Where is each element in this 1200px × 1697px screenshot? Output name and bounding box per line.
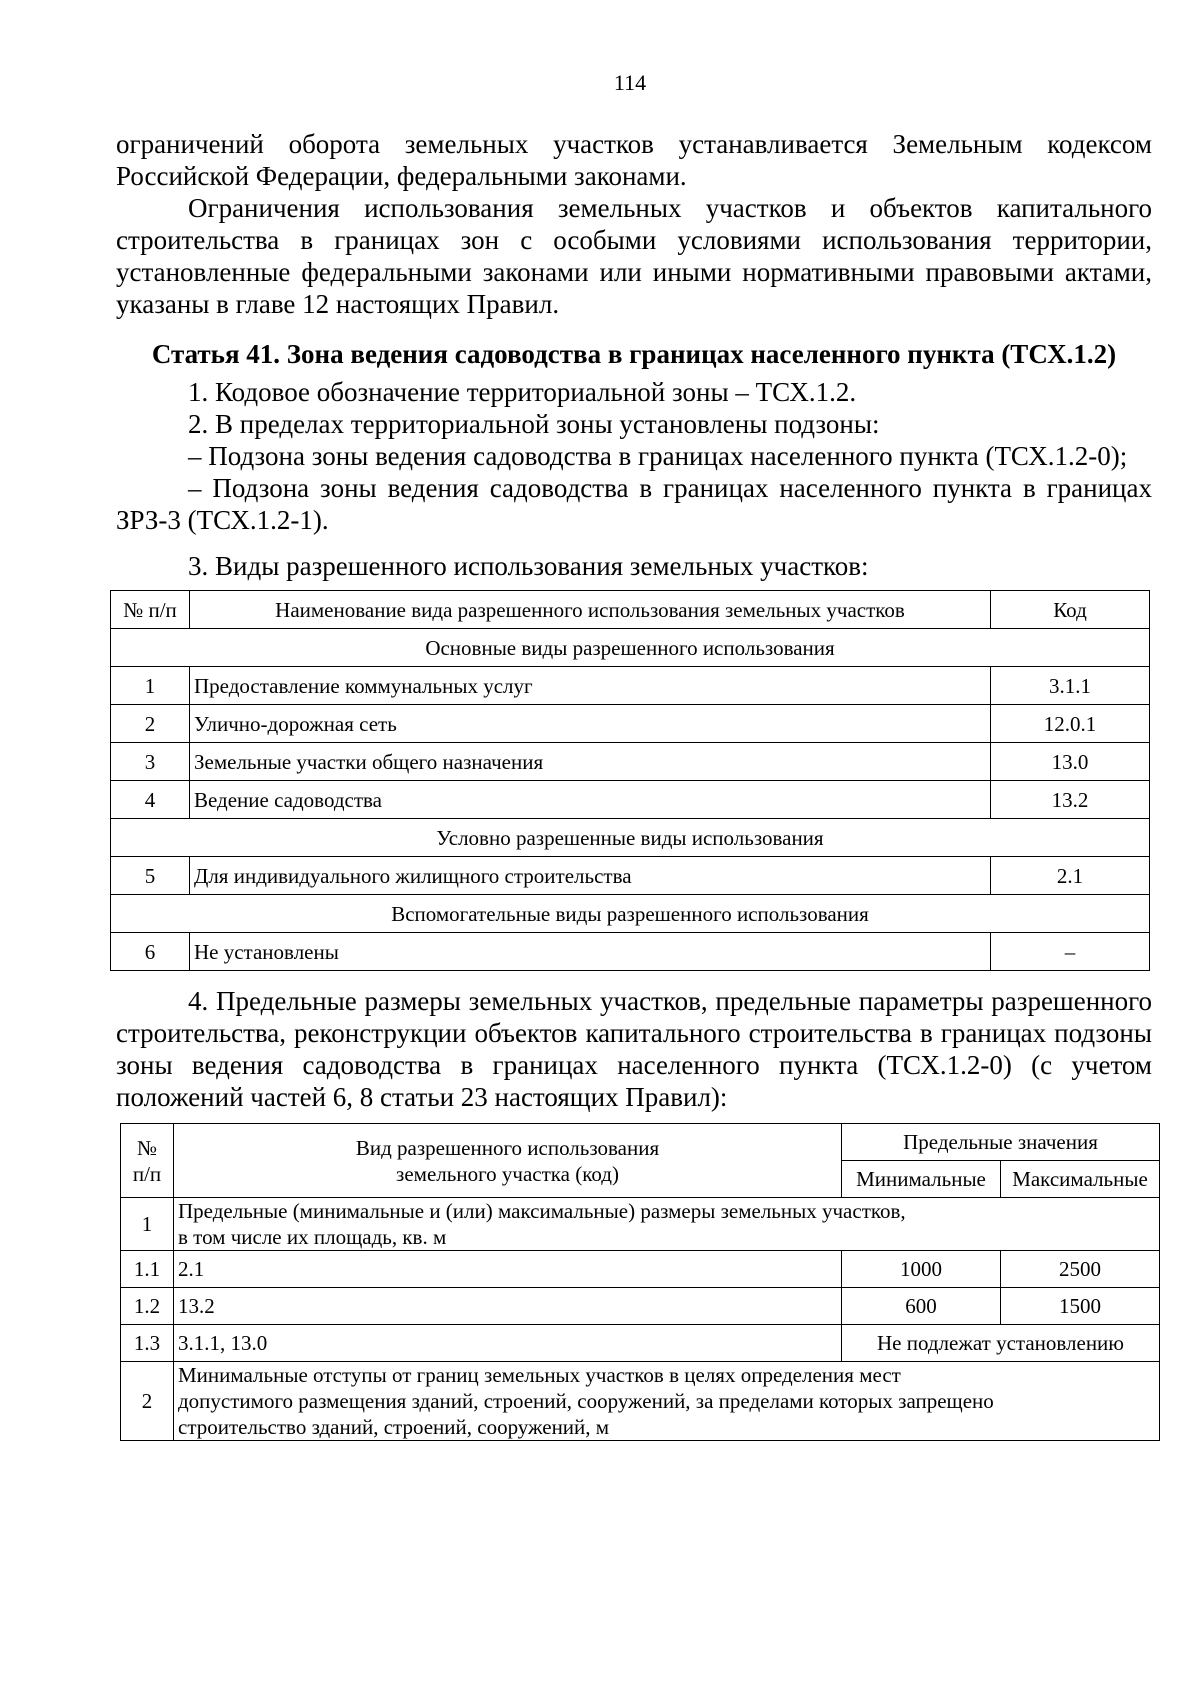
table-row (121, 1251, 1160, 1288)
table-header-row (121, 1124, 1160, 1161)
header-max: Максимальные (1001, 1161, 1160, 1198)
row-min: 1000 (842, 1251, 1001, 1288)
table-row (121, 1325, 1160, 1362)
item-2: 2. В пределах территориальной зоны установлены подзоны: (188, 409, 880, 439)
row-name: Улично-дорожная сеть (190, 705, 991, 743)
section-row (111, 895, 1150, 933)
table-row (111, 743, 1150, 781)
item-3: 3. Виды разрешенного использования земельных участков: (188, 551, 869, 581)
paragraph-restrictions: Ограничения использования земельных участков и объектов капитального строительства в границах зон с особыми условиями использования территории, установленные федеральными законами или иными нормативными правовыми актами, указаны в главе 12 настоящих Правил. (116, 193, 1152, 319)
row-code: 3.1.1 (991, 667, 1150, 705)
row-num: 1 (111, 667, 190, 705)
row-num: 3 (111, 743, 190, 781)
permitted-use-table (110, 590, 1150, 971)
row-num: 2 (121, 1362, 174, 1441)
article-title: Статья 41. Зона ведения садоводства в границах населенного пункта (ТСХ.1.2) (151, 339, 1117, 369)
table-row (111, 857, 1150, 895)
header-code: Код (991, 591, 1150, 629)
header-type-line1: Вид разрешенного использования (355, 1135, 660, 1160)
row-text-line2: допустимого размещения зданий, строений, сооружений, за пределами которых запрещено (178, 1389, 994, 1413)
row-num: 4 (111, 781, 190, 819)
table-row (121, 1288, 1160, 1325)
header-num: № п/п (111, 591, 190, 629)
row-code: 13.0 (991, 743, 1150, 781)
item-1: 1. Кодовое обозначение территориальной зоны – ТСХ.1.2. (188, 377, 857, 407)
section-row (111, 819, 1150, 857)
page-number: 114 (613, 70, 647, 95)
row-merged-value: Не подлежат установлению (842, 1325, 1160, 1362)
header-limits: Предельные значения (842, 1124, 1160, 1161)
row-text (174, 1362, 1160, 1441)
header-type (174, 1124, 842, 1198)
table-row (111, 667, 1150, 705)
row-max: 1500 (1001, 1288, 1160, 1325)
section-row (111, 629, 1150, 667)
row-text-line2: в том числе их площадь, кв. м (178, 1225, 447, 1249)
row-name: Для индивидуального жилищного строительства (190, 857, 991, 895)
row-text-line3: строительство зданий, строений, сооружений, м (178, 1415, 610, 1439)
row-num: 1.1 (121, 1251, 174, 1288)
row-code: 2.1 (174, 1251, 842, 1288)
header-num-line1: № (136, 1135, 158, 1160)
row-code: 13.2 (174, 1288, 842, 1325)
header-num (121, 1124, 174, 1198)
row-num: 1.2 (121, 1288, 174, 1325)
limits-table (120, 1123, 1160, 1441)
row-code: 2.1 (991, 857, 1150, 895)
row-code: 13.2 (991, 781, 1150, 819)
row-min: 600 (842, 1288, 1001, 1325)
row-num: 5 (111, 857, 190, 895)
header-min: Минимальные (842, 1161, 1001, 1198)
item-4: 4. Предельные размеры земельных участков, предельные параметры разрешенного строительства, реконструкции объектов капитального строительства в границах подзоны зоны ведения садоводства в границах населенного пункта (ТСХ.1.2-0) (с учетом положений частей 6, 8 статьи 23 настоящих Правил): (116, 986, 1152, 1112)
section-main: Основные виды разрешенного использования (111, 629, 1150, 667)
row-name: Не установлены (190, 933, 991, 971)
row-num: 2 (111, 705, 190, 743)
document-body (116, 128, 1152, 1441)
row-num: 1.3 (121, 1325, 174, 1362)
row-num: 1 (121, 1198, 174, 1251)
header-type-line2: земельного участка (код) (396, 1161, 619, 1186)
row-code: 3.1.1, 13.0 (174, 1325, 842, 1362)
row-code: 12.0.1 (991, 705, 1150, 743)
row-max: 2500 (1001, 1251, 1160, 1288)
row-name: Ведение садоводства (190, 781, 991, 819)
table-row (111, 781, 1150, 819)
header-name: Наименование вида разрешенного использования земельных участков (190, 591, 991, 629)
row-text (174, 1198, 1160, 1251)
row-num: 6 (111, 933, 190, 971)
item-2-subzone-b: – Подзона зоны ведения садоводства в границах населенного пункта в границах ЗРЗ-3 (ТСХ.1.2-1). (116, 473, 1152, 535)
row-code: – (991, 933, 1150, 971)
table-row (111, 705, 1150, 743)
header-num-line2: п/п (132, 1161, 162, 1186)
row-text-line1: Минимальные отступы от границ земельных участков в целях определения мест (178, 1363, 901, 1387)
section-auxiliary: Вспомогательные виды разрешенного использования (111, 895, 1150, 933)
table-row (111, 933, 1150, 971)
table-row (121, 1362, 1160, 1441)
section-conditional: Условно разрешенные виды использования (111, 819, 1150, 857)
paragraph-continuation: ограничений оборота земельных участков устанавливается Земельным кодексом Российской Федерации, федеральными законами. (116, 129, 1152, 191)
row-name: Предоставление коммунальных услуг (190, 667, 991, 705)
table-header-row (111, 591, 1150, 629)
table-row (121, 1198, 1160, 1251)
item-2-subzone-a: – Подзона зоны ведения садоводства в границах населенного пункта (ТСХ.1.2-0); (188, 441, 1128, 471)
row-name: Земельные участки общего назначения (190, 743, 991, 781)
row-text-line1: Предельные (минимальные и (или) максимальные) размеры земельных участков, (178, 1199, 906, 1223)
